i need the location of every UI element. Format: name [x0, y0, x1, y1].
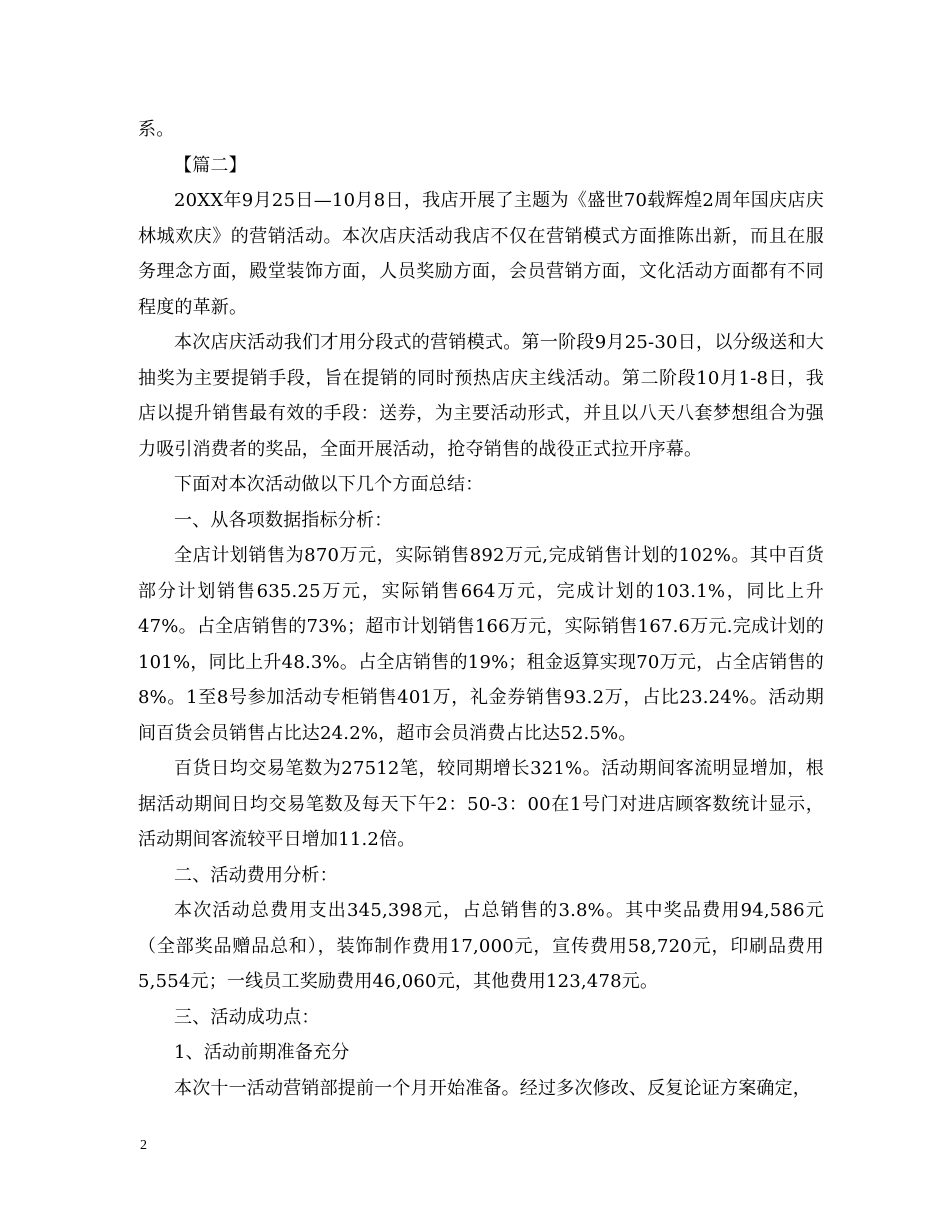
- heading-data-analysis: 一、从各项数据指标分析：: [174, 509, 393, 531]
- paragraph-transactions: 百货日均交易笔数为27512笔，较同期增长321%。活动期间客流明显增加，根据活动期间日均交易笔数及每天下午2：50-3：00在1号门对进店顾客数统计显示，活动期间客流较平日增加11.2倍。: [138, 758, 824, 850]
- page-number: 2: [140, 1138, 147, 1153]
- document-body: [138, 112, 824, 1106]
- section-heading-part-two: 【篇二】: [174, 154, 247, 176]
- heading-success-points: 三、活动成功点：: [174, 1006, 320, 1028]
- paragraph-preparation: 本次十一活动营销部提前一个月开始准备。经过多次修改、反复论证方案确定，: [174, 1077, 811, 1099]
- paragraph-marketing-model: 本次店庆活动我们才用分段式的营销模式。第一阶段9月25-30日，以分级送和大抽奖为主要提销手段，旨在提销的同时预热店庆主线活动。第二阶段10月1-8日，我店以提升销售最有效的手段：送券，为主要活动形式，并且以八天八套梦想组合为强力吸引消费者的奖品，全面开展活动，抢夺销售的战役正式拉开序幕。: [138, 332, 824, 460]
- paragraph-intro: 20XX年9月25日—10月8日，我店开展了主题为《盛世70载辉煌2周年国庆店庆林城欢庆》的营销活动。本次店庆活动我店不仅在营销模式方面推陈出新，而且在服务理念方面，殿堂装饰方面，人员奖励方面，会员营销方面，文化活动方面都有不同程度的革新。: [138, 190, 824, 318]
- heading-cost-analysis: 二、活动费用分析：: [174, 864, 338, 886]
- subheading-preparation: 1、活动前期准备充分: [174, 1042, 350, 1063]
- paragraph-sales-figures: 全店计划销售为870万元，实际销售892万元,完成销售计划的102%。其中百货部分计划销售635.25万元，实际销售664万元，完成计划的103.1%，同比上升47%。占全店销售的73%；超市计划销售166万元，实际销售167.6万元.完成计划的101%，同比上升48.3%。占全店销售的19%；租金返算实现70万元，占全店销售的8%。1至8号参加活动专柜销售401万，礼金券销售93.2万，占比23.24%。活动期间百货会员销售占比达24.2%，超市会员消费占比达52.5%。: [138, 545, 824, 744]
- paragraph-summary-intro: 下面对本次活动做以下几个方面总结：: [174, 474, 484, 495]
- paragraph-continuation: 系。: [138, 119, 175, 140]
- paragraph-costs: 本次活动总费用支出345,398元，占总销售的3.8%。其中奖品费用94,586元（全部奖品赠品总和），装饰制作费用17,000元，宣传费用58,720元，印刷品费用5,554元；一线员工奖励费用46,060元，其他费用123,478元。: [138, 900, 824, 992]
